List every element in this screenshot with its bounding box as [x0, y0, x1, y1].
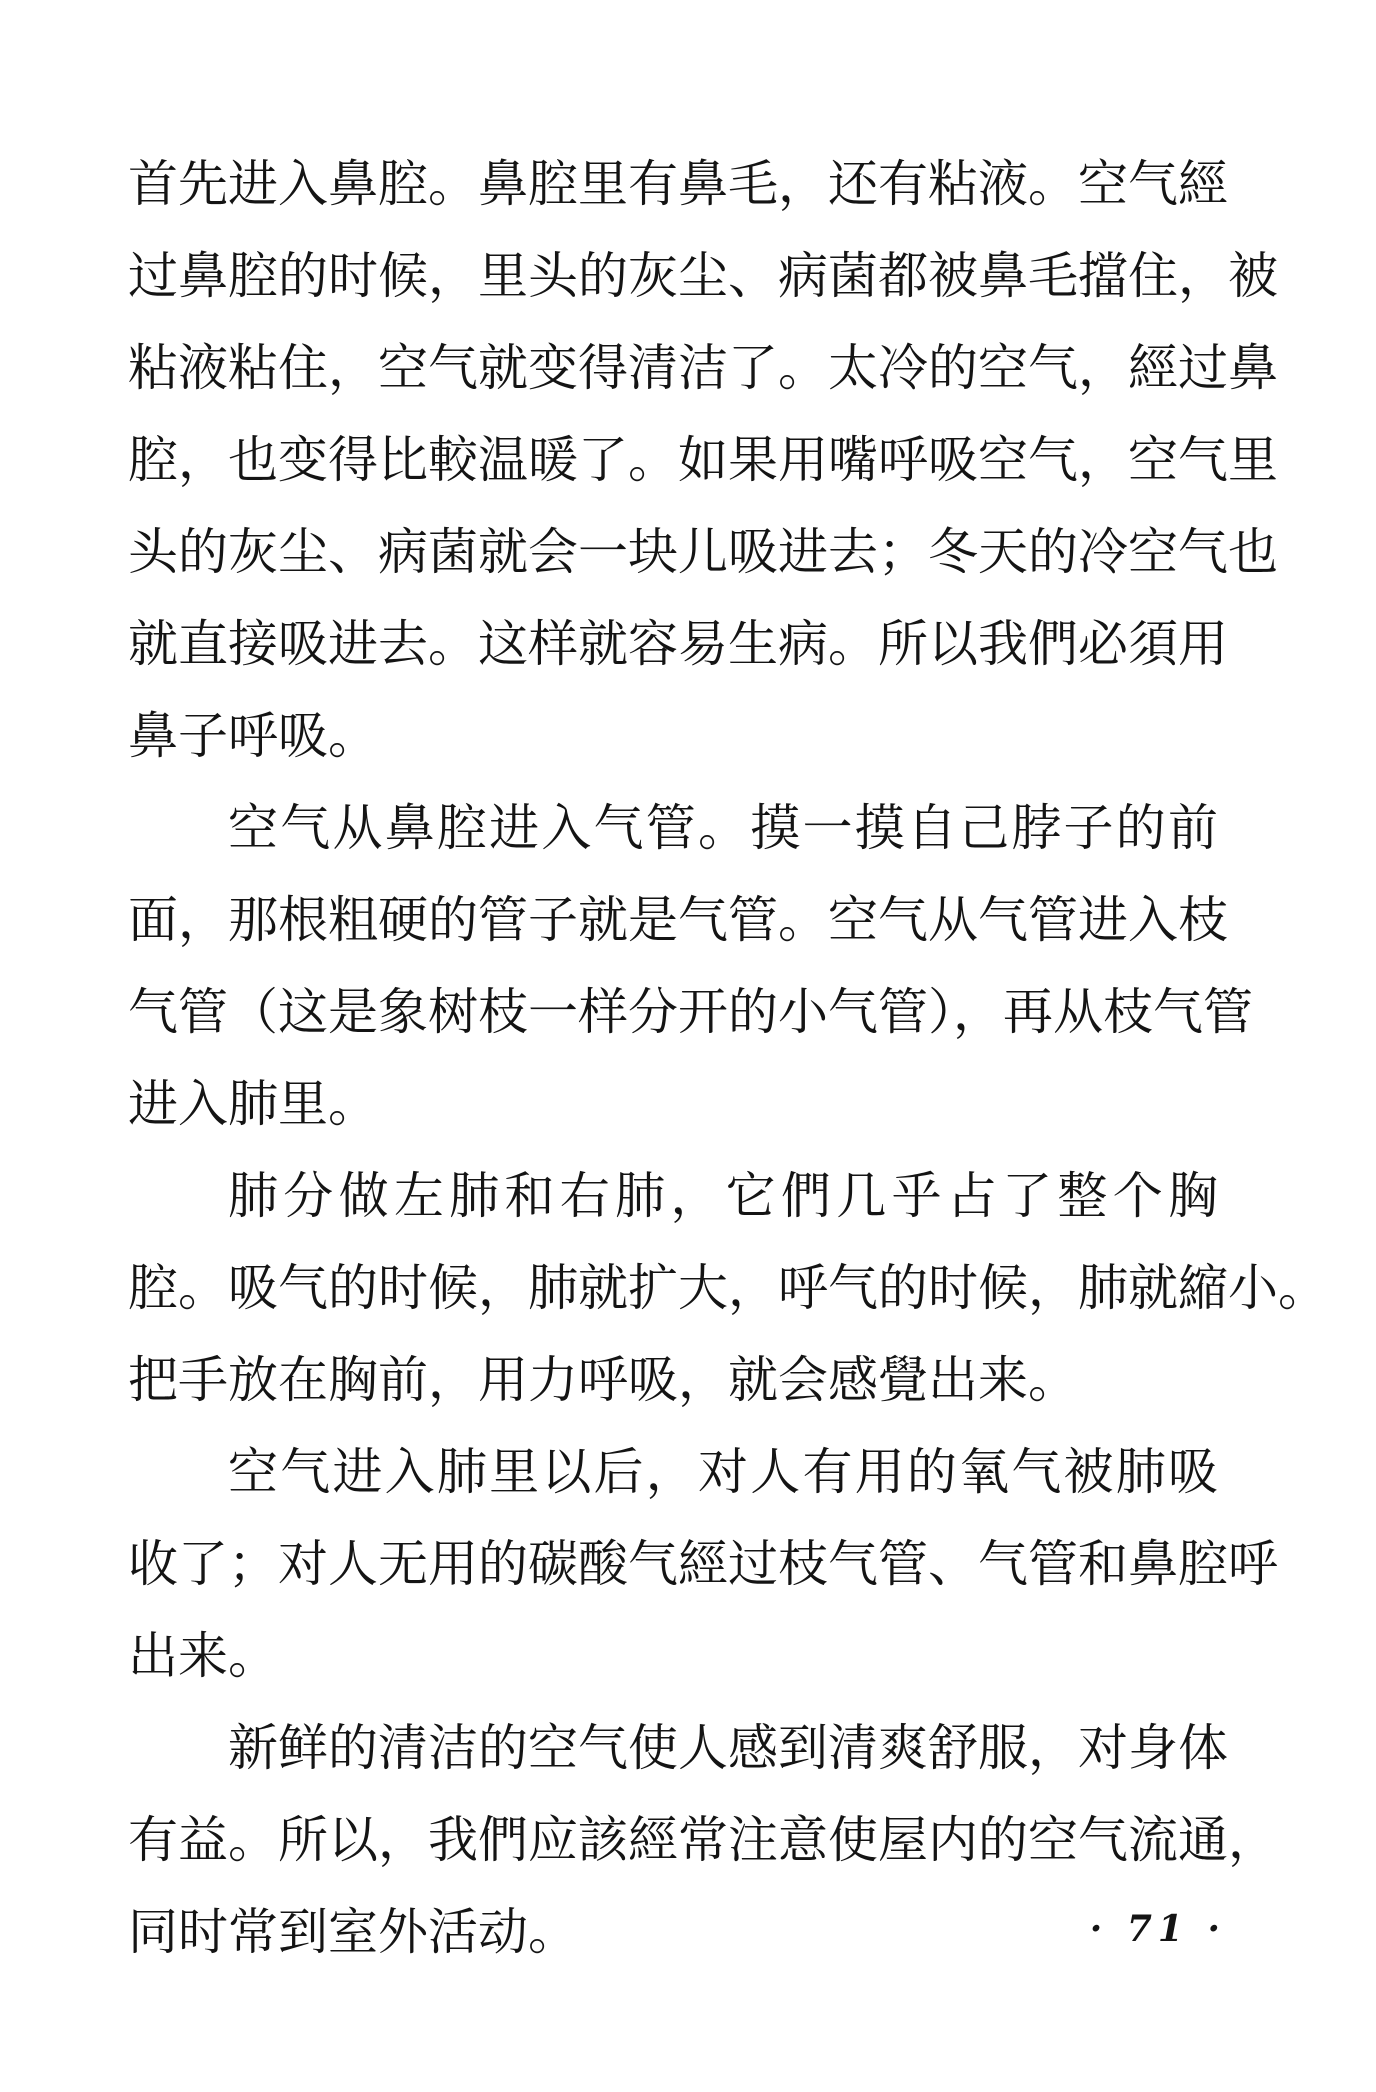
text-line: 气管（这是象树枝一样分开的小气管），再从枝气管: [128, 983, 1253, 1041]
text-line: 头的灰尘、病菌就会一块儿吸进去；冬天的冷空气也: [128, 523, 1278, 581]
text-line: 进入肺里。: [128, 1075, 378, 1133]
page-number: · 71 ·: [1089, 1908, 1226, 1950]
text-line: 空气进入肺里以后，对人有用的氧气被肺吸: [228, 1443, 1218, 1501]
text-line: 肺分做左肺和右肺，它們几乎占了整个胸: [228, 1167, 1218, 1225]
text-line: 粘液粘住，空气就变得清洁了。太冷的空气，經过鼻: [128, 339, 1278, 397]
text-line: 同时常到室外活动。: [128, 1903, 578, 1961]
paragraph-5: [128, 1702, 1278, 1978]
text-line: 有益。所以，我們应該經常注意使屋内的空气流通，: [128, 1811, 1278, 1869]
text-line: 新鲜的清洁的空气使人感到清爽舒服，对身体: [228, 1719, 1228, 1777]
body-text: [128, 138, 1328, 1978]
text-line: 就直接吸进去。这样就容易生病。所以我們必須用: [128, 615, 1228, 673]
paragraph-1: [128, 138, 1278, 782]
text-line: 出来。: [128, 1627, 278, 1685]
text-line: 空气从鼻腔进入气管。摸一摸自己脖子的前: [228, 799, 1218, 857]
text-line: 首先进入鼻腔。鼻腔里有鼻毛，还有粘液。空气經: [128, 155, 1228, 213]
text-line: 鼻子呼吸。: [128, 707, 378, 765]
text-line: 收了；对人无用的碳酸气經过枝气管、气管和鼻腔呼: [128, 1535, 1278, 1593]
text-line: 过鼻腔的时候，里头的灰尘、病菌都被鼻毛擋住，被: [128, 247, 1278, 305]
paragraph-4: [128, 1426, 1278, 1702]
paragraph-2: [128, 782, 1253, 1150]
text-line: 面，那根粗硬的管子就是气管。空气从气管进入枝: [128, 891, 1228, 949]
text-line: 腔，也变得比較温暖了。如果用嘴呼吸空气，空气里: [128, 431, 1278, 489]
text-line: 腔。吸气的时候，肺就扩大，呼气的时候，肺就縮小。: [128, 1259, 1328, 1317]
paragraph-3: [128, 1150, 1328, 1426]
text-line: 把手放在胸前，用力呼吸，就会感覺出来。: [128, 1351, 1078, 1409]
